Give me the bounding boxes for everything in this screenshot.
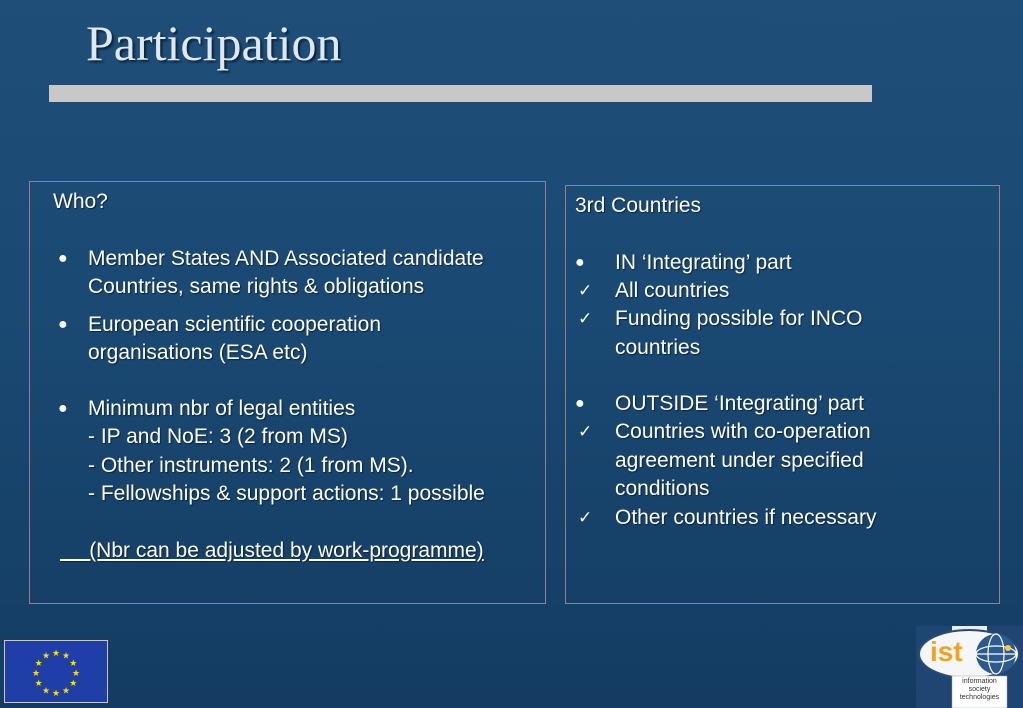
bullet1-line1: Member States AND Associated candidate <box>88 247 484 270</box>
cooperation-line1: Countries with co-operation <box>615 420 871 443</box>
all-countries-item: All countries <box>615 279 730 302</box>
bullet-dot-icon: ● <box>575 254 585 271</box>
bullet-dot-icon: ● <box>58 400 68 417</box>
ist-wordmark: ist <box>930 636 963 667</box>
cooperation-line3: conditions <box>615 477 710 500</box>
slide-title: Participation <box>86 15 342 71</box>
third-countries-heading: 3rd Countries <box>575 194 702 217</box>
checkmark-icon: ✓ <box>578 309 593 328</box>
bullet3-line1: Minimum nbr of legal entities <box>88 397 356 420</box>
svg-text:★: ★ <box>41 686 51 697</box>
who-heading: Who? <box>53 190 108 213</box>
bullet3-line2: - IP and NoE: 3 (2 from MS) <box>88 425 348 448</box>
ist-logo <box>916 626 1023 708</box>
bullet1-line2: Countries, same rights & obligations <box>88 275 425 298</box>
work-programme-note: (Nbr can be adjusted by work-programme) <box>89 539 484 562</box>
checkmark-icon: ✓ <box>578 281 593 300</box>
svg-text:★: ★ <box>51 649 61 659</box>
who-panel <box>29 181 546 604</box>
svg-text:★: ★ <box>51 689 61 699</box>
other-countries-item: Other countries if necessary <box>615 506 877 529</box>
in-integrating-item: IN ‘Integrating’ part <box>615 251 792 274</box>
svg-text:★: ★ <box>31 669 41 679</box>
bullet-dot-icon: ● <box>58 250 68 267</box>
funding-line2: countries <box>615 336 701 359</box>
svg-text:★: ★ <box>34 659 43 669</box>
bullet-dot-icon: ● <box>575 395 585 412</box>
outside-integrating-item: OUTSIDE ‘Integrating’ part <box>615 392 864 415</box>
bullet3-line4: - Fellowships & support actions: 1 possible <box>88 482 485 505</box>
eu-stars-icon <box>5 641 107 702</box>
bullet-dot-icon: ● <box>58 316 68 333</box>
bullet2-line1: European scientific cooperation <box>88 313 382 336</box>
bullet3-line3: - Other instruments: 2 (1 from MS). <box>88 454 414 477</box>
funding-line1: Funding possible for INCO <box>615 307 863 330</box>
bullet2-line2: organisations (ESA etc) <box>88 341 308 364</box>
svg-text:★: ★ <box>34 679 43 689</box>
svg-text:★: ★ <box>41 651 51 662</box>
svg-text:★: ★ <box>61 686 71 697</box>
svg-text:★: ★ <box>61 651 71 662</box>
cooperation-line2: agreement under specified <box>615 449 864 472</box>
svg-text:★: ★ <box>69 659 78 669</box>
ist-caption: information society technologies <box>959 678 1000 701</box>
checkmark-icon: ✓ <box>578 422 593 441</box>
checkmark-icon: ✓ <box>578 508 593 527</box>
eu-flag-logo <box>4 640 108 703</box>
title-divider <box>49 85 872 102</box>
svg-text:★: ★ <box>69 679 78 689</box>
third-countries-panel <box>565 185 1000 604</box>
svg-text:★: ★ <box>71 669 81 679</box>
